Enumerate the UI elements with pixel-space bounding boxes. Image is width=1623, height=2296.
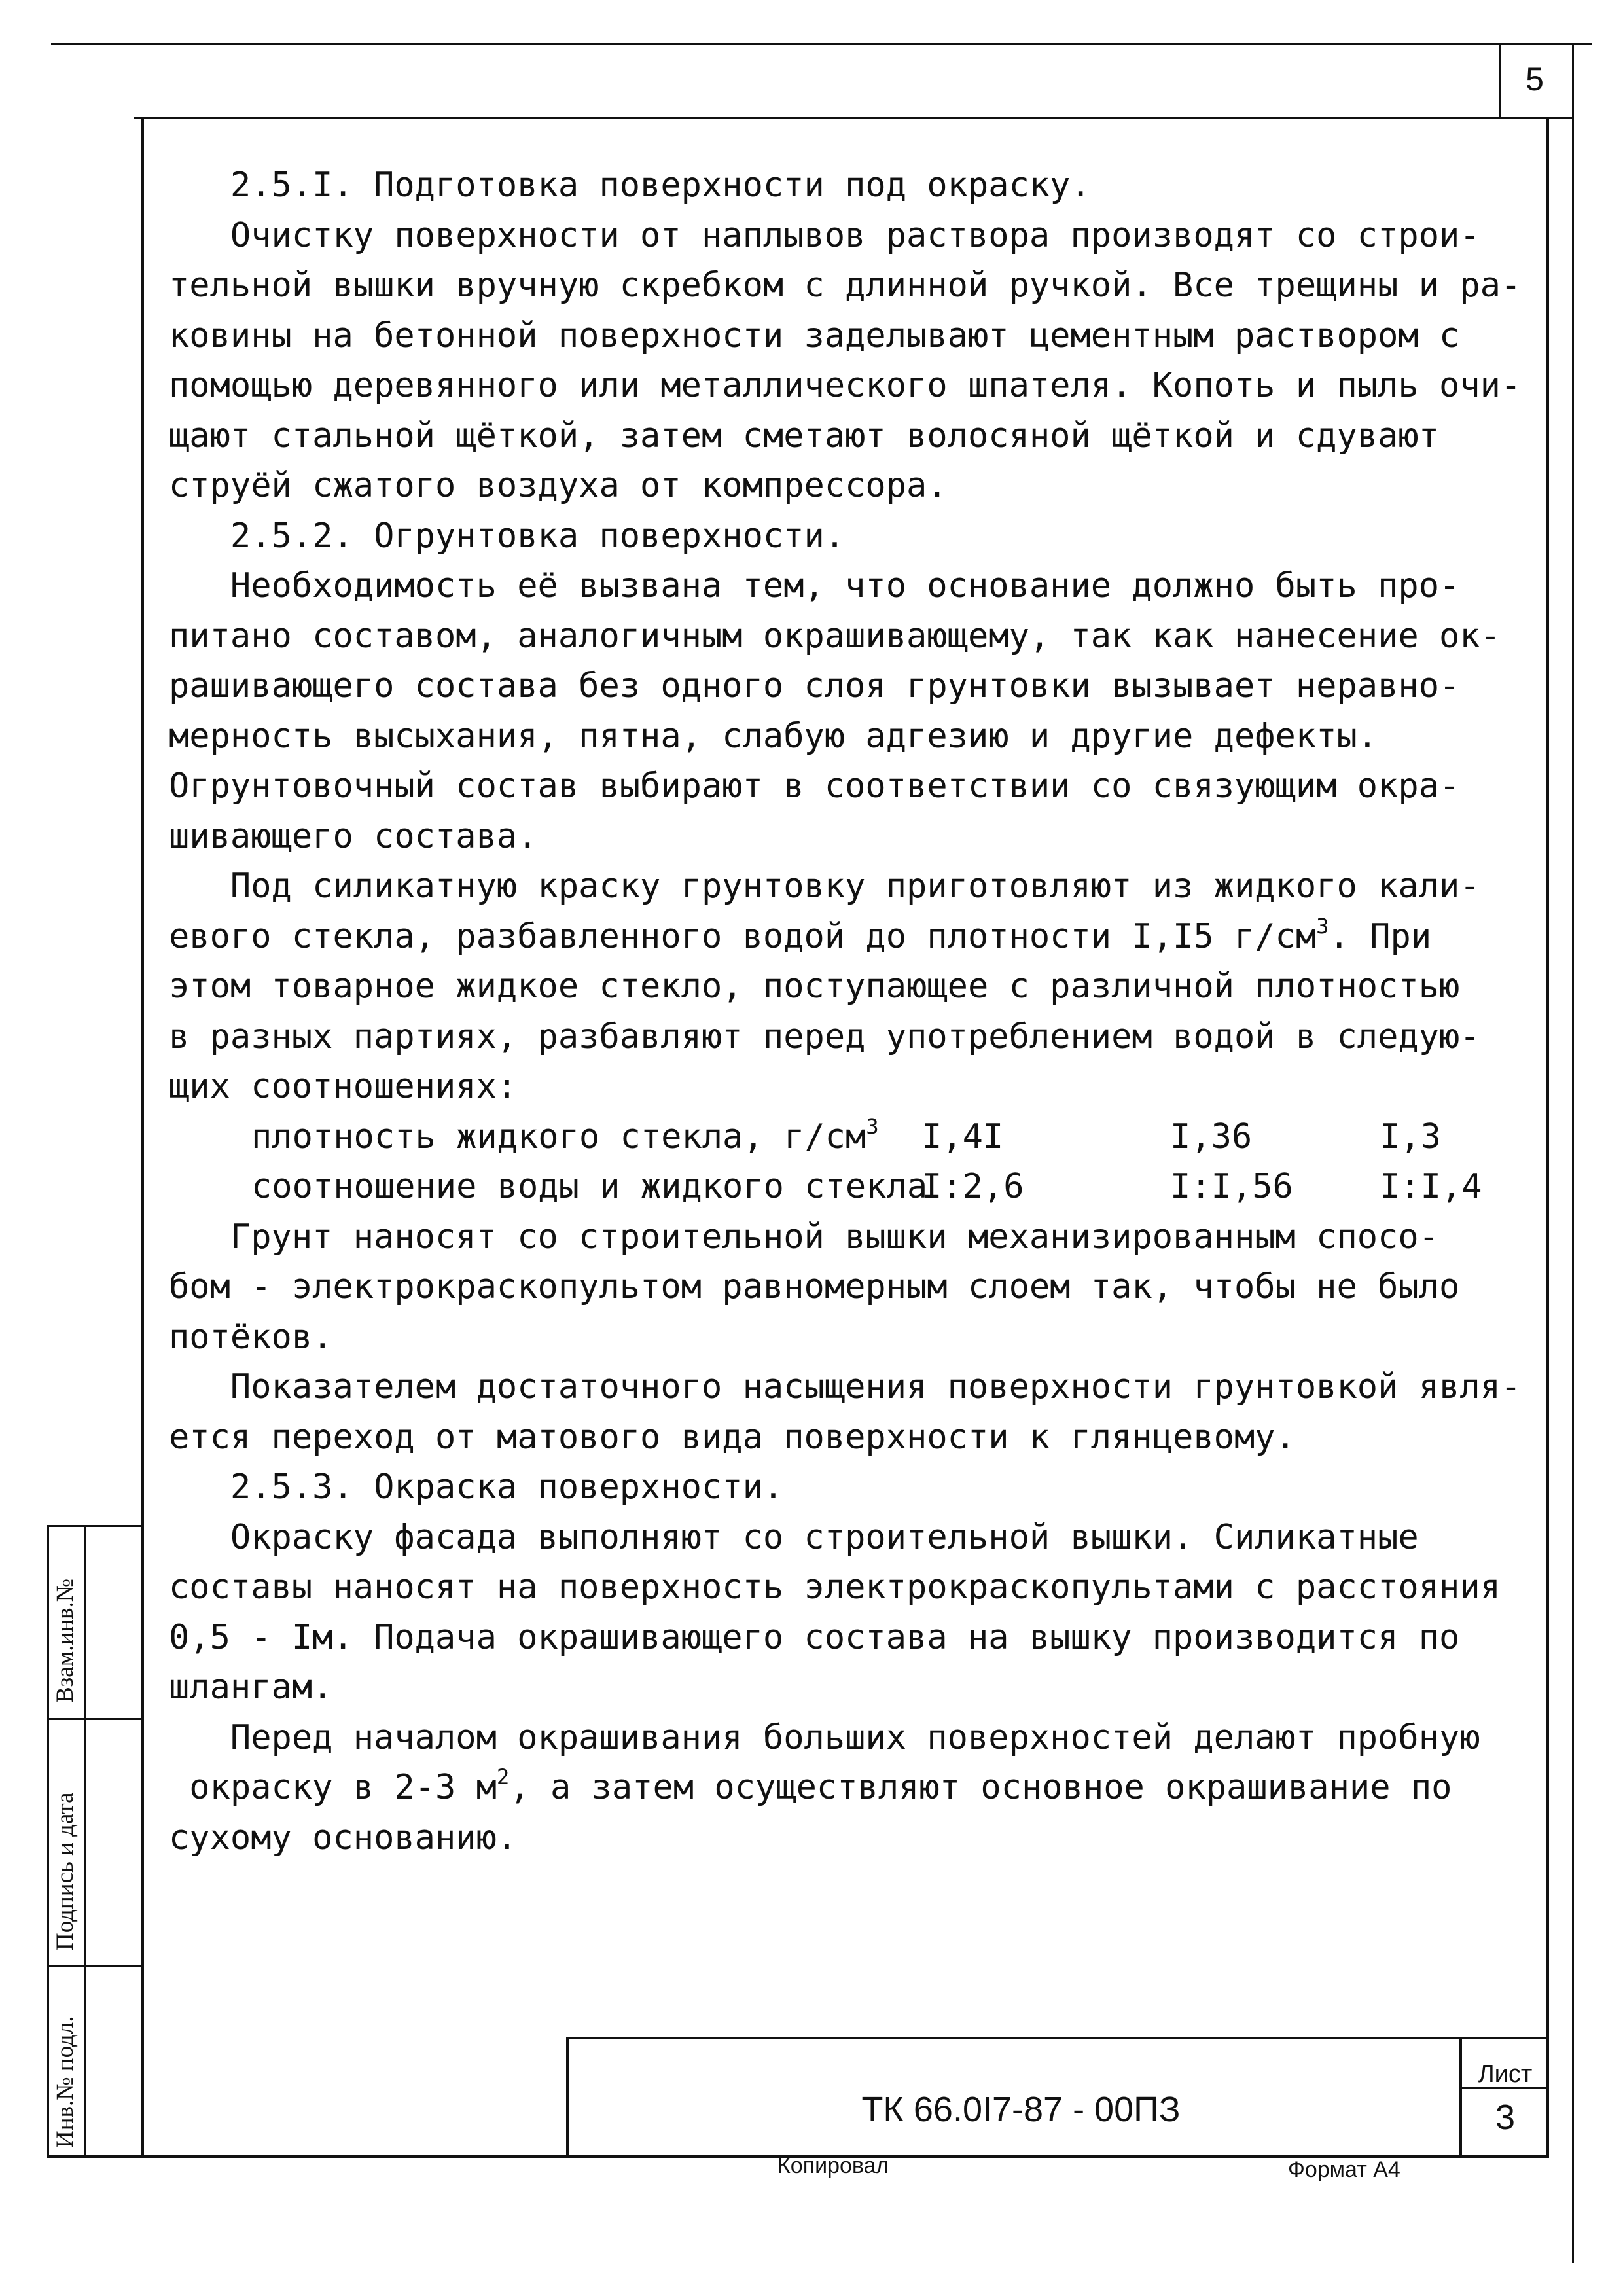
text-line-content: шлангам. <box>169 1668 333 1707</box>
page-number-box-right <box>1572 43 1574 117</box>
text-line <box>169 461 1550 511</box>
text-line-content: составы наносят на поверхность электрокраскопультами с расстояния <box>169 1568 1501 1607</box>
text-line <box>169 1262 1550 1312</box>
text-line <box>169 1513 1550 1563</box>
sheet-label: Лист <box>1478 2060 1533 2088</box>
text-line-content: шивающего состава. <box>169 816 538 856</box>
text-line-content: питано составом, аналогичным окрашивающему, так как нанесение ок- <box>169 616 1501 656</box>
table-cell: I:I,56 <box>1170 1167 1293 1206</box>
text-line <box>169 1362 1550 1412</box>
text-line-content: ется переход от матового вида поверхности к глянцевому. <box>169 1417 1296 1457</box>
text-line <box>169 961 1550 1012</box>
text-line-content: Очистку поверхности от наплывов раствора производят со строи- <box>169 215 1480 255</box>
table-cell: I,3 <box>1380 1117 1441 1157</box>
frame-top <box>134 117 1572 119</box>
text-line-content: щих соотношениях: <box>169 1067 518 1106</box>
text-line <box>169 1813 1550 1863</box>
text-line <box>169 1613 1550 1663</box>
side-stamp-top <box>47 1525 143 1527</box>
text-line <box>169 611 1550 662</box>
text-line <box>169 1012 1550 1062</box>
table-cell: I:2,6 <box>921 1167 1024 1206</box>
text-line <box>169 812 1550 862</box>
sheet-number: 3 <box>1495 2098 1516 2137</box>
outer-right-edge <box>1572 117 1574 2263</box>
text-line <box>169 861 1550 912</box>
text-line-content: в разных партиях, разбавляют перед употреблением водой в следую- <box>169 1016 1480 1056</box>
table-row-label: плотность жидкого стекла, $г/см^3$ <box>251 1113 879 1157</box>
text-line <box>169 1763 1550 1813</box>
copied-by-label: Копировал <box>777 2153 889 2178</box>
side-stamp-field-3: Инв.№ подл. <box>52 2016 79 2148</box>
table-cell: I,36 <box>1170 1117 1253 1157</box>
text-line-content: щают стальной щёткой, затем сметают волосяной щёткой и сдувают <box>169 416 1440 456</box>
side-stamp-field-1: Взам.инв.№ <box>52 1578 79 1703</box>
text-line-content: Грунт наносят со строительной вышки механизированным спосо- <box>169 1217 1440 1257</box>
text-line-content: ковины на бетонной поверхности заделывают цементным раствором с <box>169 315 1460 355</box>
superscript: 3 <box>866 1113 879 1139</box>
text-line-content: Огрунтовочный состав выбирают в соответствии со связующим окра- <box>169 766 1460 806</box>
text-line-content: помощью деревянного или металлического шпателя. Копоть и пыль очи- <box>169 366 1522 405</box>
title-block-top <box>566 2037 1548 2039</box>
table-row-label: соотношение воды и жидкого стекла <box>251 1167 928 1206</box>
text-line-content: сухому основанию. <box>169 1818 518 1857</box>
text-line <box>169 711 1550 762</box>
text-line <box>169 1312 1550 1363</box>
side-stamp-field-2: Подпись и дата <box>52 1792 79 1950</box>
text-line-content: 2.5.I. Подготовка поверхности под окраску. <box>169 166 1091 205</box>
text-line <box>169 661 1550 711</box>
text-line <box>169 1462 1550 1513</box>
text-line-content: струёй сжатого воздуха от компрессора. <box>169 466 948 505</box>
text-line <box>169 211 1550 261</box>
paper-format-label: Формат А4 <box>1288 2157 1400 2182</box>
table-cell: I:I,4 <box>1380 1167 1482 1206</box>
text-line <box>169 511 1550 562</box>
side-stamp-divider <box>84 1525 86 2157</box>
table-row <box>169 1162 1550 1212</box>
table-row <box>169 1112 1550 1162</box>
frame-left <box>141 117 144 2157</box>
text-line-content: тельной вышки вручную скребком с длинной ручкой. Все трещины и ра- <box>169 266 1522 305</box>
text-line <box>169 912 1550 962</box>
side-stamp-left <box>47 1525 49 2157</box>
superscript: 3 <box>1316 913 1329 939</box>
text-line <box>169 1562 1550 1613</box>
superscript: 2 <box>496 1765 510 1790</box>
table-cell: I,4I <box>921 1117 1004 1157</box>
text-line-content: 2.5.3. Окраска поверхности. <box>169 1467 784 1507</box>
text-line <box>169 561 1550 611</box>
side-stamp-row-1 <box>47 1718 143 1720</box>
text-line <box>169 1412 1550 1463</box>
text-line-content: Необходимость её вызвана тем, что основание должно быть про- <box>169 566 1460 605</box>
text-line-content: окраску в 2-3 м <box>169 1768 497 1807</box>
text-line <box>169 761 1550 812</box>
top-rule <box>51 43 1592 45</box>
text-line-content: 0,5 - Iм. Подача окрашивающего состава на вышку производится по <box>169 1617 1460 1657</box>
text-line-content: Показателем достаточного насыщения поверхности грунтовкой явля- <box>169 1367 1522 1407</box>
text-line <box>169 411 1550 461</box>
text-line-content: Перед началом окрашивания больших поверхностей делают пробную <box>169 1717 1480 1757</box>
text-line <box>169 1212 1550 1263</box>
text-line <box>169 160 1550 211</box>
text-line <box>169 361 1550 411</box>
text-line-content: рашивающего состава без одного слоя грунтовки вызывает неравно- <box>169 666 1460 706</box>
text-line-content: бом - электрокраскопультом равномерным слоем так, чтобы не было <box>169 1267 1460 1306</box>
text-line-content: Окраску фасада выполняют со строительной вышки. Силикатные <box>169 1517 1419 1557</box>
text-line-tail: . При <box>1329 916 1432 956</box>
side-stamp-row-2 <box>47 1965 143 1967</box>
text-line-content: 2.5.2. Огрунтовка поверхности. <box>169 516 846 556</box>
text-line-content: мерность высыхания, пятна, слабую адгезию и другие дефекты. <box>169 716 1378 756</box>
text-line <box>169 1662 1550 1713</box>
body-text <box>169 160 1550 1863</box>
text-line-content: этом товарное жидкое стекло, поступающее с различной плотностью <box>169 967 1460 1006</box>
text-line <box>169 1062 1550 1112</box>
title-block-left <box>566 2037 569 2157</box>
text-line-content: евого стекла, разбавленного водой до плотности I,I5 г/см <box>169 916 1317 956</box>
page-number: 5 <box>1525 61 1544 98</box>
text-line <box>169 260 1550 311</box>
text-line-content: потёков. <box>169 1317 333 1357</box>
text-line-content: Под силикатную краску грунтовку приготовляют из жидкого кали- <box>169 867 1480 906</box>
text-line <box>169 311 1550 361</box>
document-code: ТК 66.0I7-87 - 00ПЗ <box>861 2090 1181 2129</box>
text-line <box>169 1713 1550 1763</box>
text-line-tail: , а затем осуществляют основное окрашивание по <box>509 1768 1452 1807</box>
